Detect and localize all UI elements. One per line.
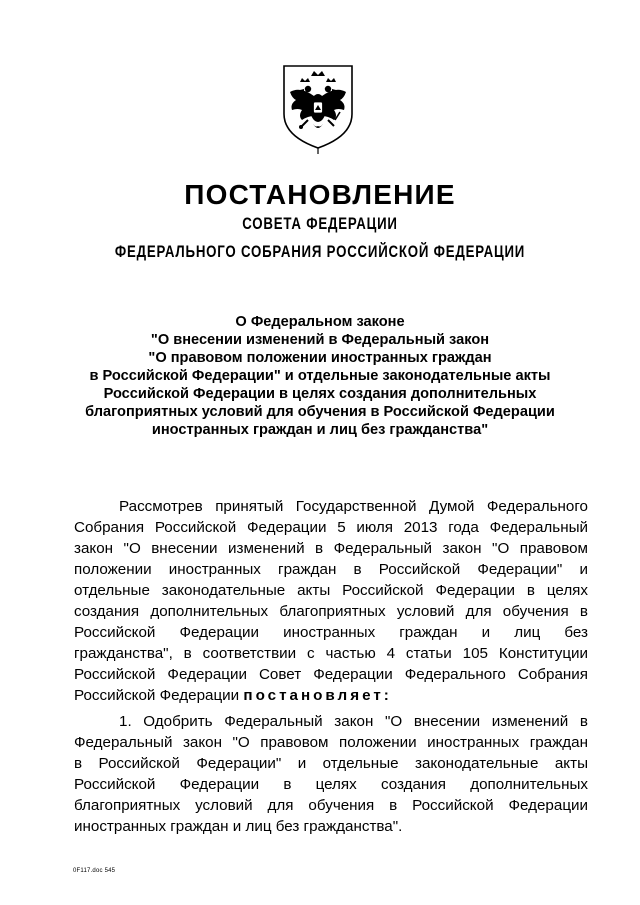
paragraph-line: 1. Одобрить Федеральный закон "О внесении изменений в <box>119 713 588 730</box>
subject-line: О Федеральном законе <box>235 314 405 330</box>
preamble-paragraph <box>74 496 588 706</box>
subject-line: благоприятных условий для обучения в Российской Федерации <box>85 404 555 420</box>
subject-line: Российской Федерации в целях создания дополнительных <box>103 386 537 402</box>
paragraph-line-text: Российской Федерации <box>74 687 240 704</box>
paragraph-line: Рассмотрев принятый Государственной Думой Федерального <box>119 498 588 515</box>
document-subject <box>40 313 600 439</box>
subject-line: "О правовом положении иностранных граждан <box>148 350 492 366</box>
subject-line: иностранных граждан и лиц без гражданства" <box>151 422 489 438</box>
paragraph-line: Федеральный закон "О правовом положении иностранных граждан <box>74 734 588 751</box>
issuer-line-2: ФЕДЕРАЛЬНОГО СОБРАНИЯ РОССИЙСКОЙ ФЕДЕРАЦИИ <box>114 242 526 261</box>
document-code: 0F117.doc 545 <box>73 868 116 874</box>
decree-word: постановляет: <box>243 687 392 704</box>
resolution-item-1 <box>74 711 588 837</box>
paragraph-line: иностранных граждан и лиц без гражданства". <box>74 818 403 835</box>
paragraph-line: Российской Федерации в целях создания дополнительных <box>74 776 588 793</box>
paragraph-line: закон "О внесении изменений в Федеральный закон "О правовом <box>74 540 588 557</box>
paragraph-line: Российской Федерации иностранных граждан и лиц без <box>74 624 588 641</box>
paragraph-line: положении иностранных граждан в Российской Федерации" и <box>74 561 588 578</box>
document-title: ПОСТАНОВЛЕНИЕ <box>184 179 456 210</box>
subject-line: "О внесении изменений в Федеральный закон <box>150 332 490 348</box>
paragraph-line: создания дополнительных благоприятных условий для обучения в <box>74 603 588 620</box>
subject-line: в Российской Федерации" и отдельные законодательные акты <box>89 368 551 384</box>
paragraph-line: отдельные законодательные акты Российской Федерации в целях <box>74 582 588 599</box>
paragraph-line: Российской Федерации Совет Федерации Федерального Собрания <box>74 666 588 683</box>
paragraph-line: в Российской Федерации" и отдельные законодательные акты <box>74 755 588 772</box>
paragraph-line-final <box>74 685 588 706</box>
paragraph-line: гражданства", в соответствии с частью 4 статьи 105 Конституции <box>74 645 588 662</box>
coat-of-arms-icon <box>278 62 358 154</box>
paragraph-line: благоприятных условий для обучения в Российской Федерации <box>74 797 588 814</box>
issuer-line-1: СОВЕТА ФЕДЕРАЦИИ <box>242 214 398 233</box>
paragraph-line: Собрания Российской Федерации 5 июля 2013 года Федеральный <box>74 519 588 536</box>
